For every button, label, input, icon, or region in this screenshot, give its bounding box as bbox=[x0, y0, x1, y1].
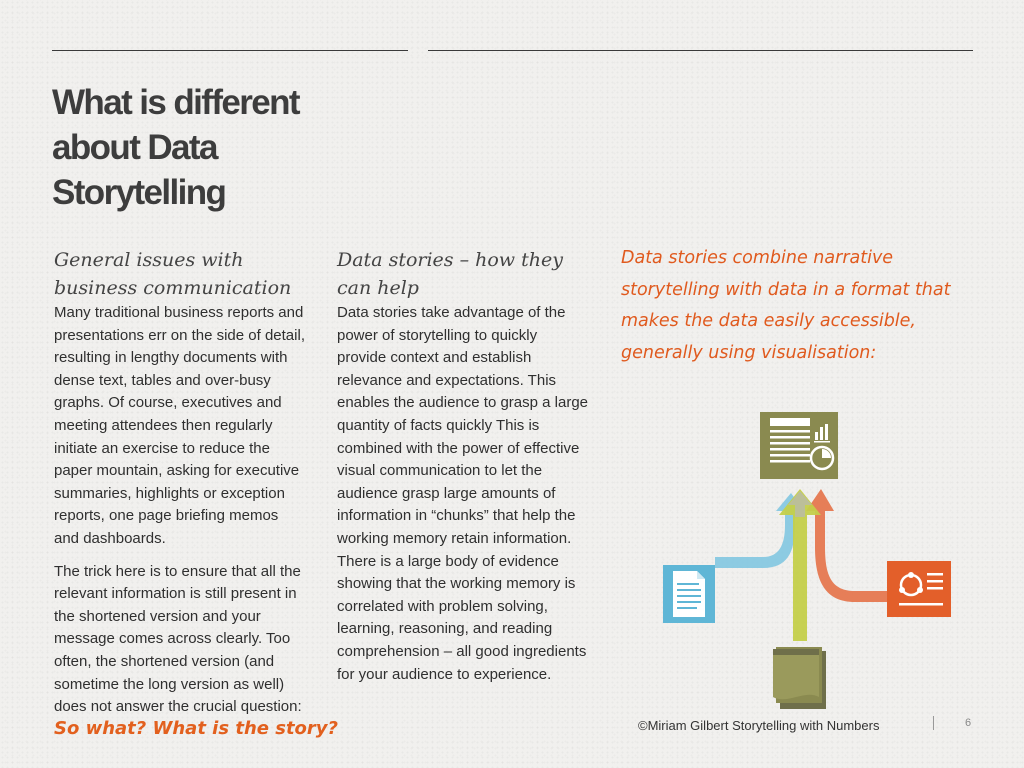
coral-arrow-right bbox=[806, 489, 887, 602]
paragraph-the-trick: The trick here is to ensure that all the relevant information is still present in the shortened version and your message comes across clearly. Too often, the shortened version (and sometime the long version as well) does not answer the crucial question: bbox=[54, 562, 302, 716]
callout-data-stories-combine: Data stories combine narrative storytelling with data in a format that makes the data easily accessible, generally using visualisation: bbox=[621, 248, 951, 363]
paragraph-data-stories: Data stories take advantage of the power of storytelling to quickly provide context and establish relevance and expectations. This enables the audience to grasp a large quantity of facts quickly This is combined with the power of effective visual communication to let the audience grasp large amounts of information in “chunks” that help the working memory retain information. There is a large body of evidence showing that the working memory is correlated with problem solving, learning, reasoning, and reading comprehension – all good ingredients for your audience to experience. bbox=[337, 304, 589, 683]
document-icon bbox=[663, 565, 715, 623]
column-heading-data-stories: Data stories – how they can help bbox=[337, 249, 563, 299]
stacked-pages-icon bbox=[773, 647, 826, 709]
so-what-emphasis: So what? What is the story? bbox=[54, 718, 338, 739]
footer-copyright: ©Miriam Gilbert Storytelling with Numbers bbox=[638, 718, 880, 733]
page-number: 6 bbox=[965, 717, 972, 729]
footer-separator bbox=[933, 716, 934, 730]
paragraph-traditional-reports: Many traditional business reports and presentations err on the side of detail, resulting in lengthy documents with dense text, tables and over-busy graphs. Of course, executives and meeting attendees then regularly initiate an exercise to reduce the paper mountain, asking for executive summaries, highlights or exception reports, one page briefing memos and dashboards. bbox=[54, 304, 305, 547]
column-heading-general-issues: General issues with business communication bbox=[54, 249, 292, 299]
data-story-infographic bbox=[655, 405, 955, 715]
dashboard-report-icon bbox=[760, 412, 838, 479]
column-data-stories bbox=[337, 246, 605, 686]
shared-analysis-icon bbox=[887, 561, 951, 617]
top-rule-left bbox=[52, 50, 408, 51]
slide-title: What is different about Data Storytelling bbox=[52, 83, 299, 212]
top-rule-right bbox=[428, 50, 973, 51]
column-general-issues bbox=[54, 246, 324, 719]
